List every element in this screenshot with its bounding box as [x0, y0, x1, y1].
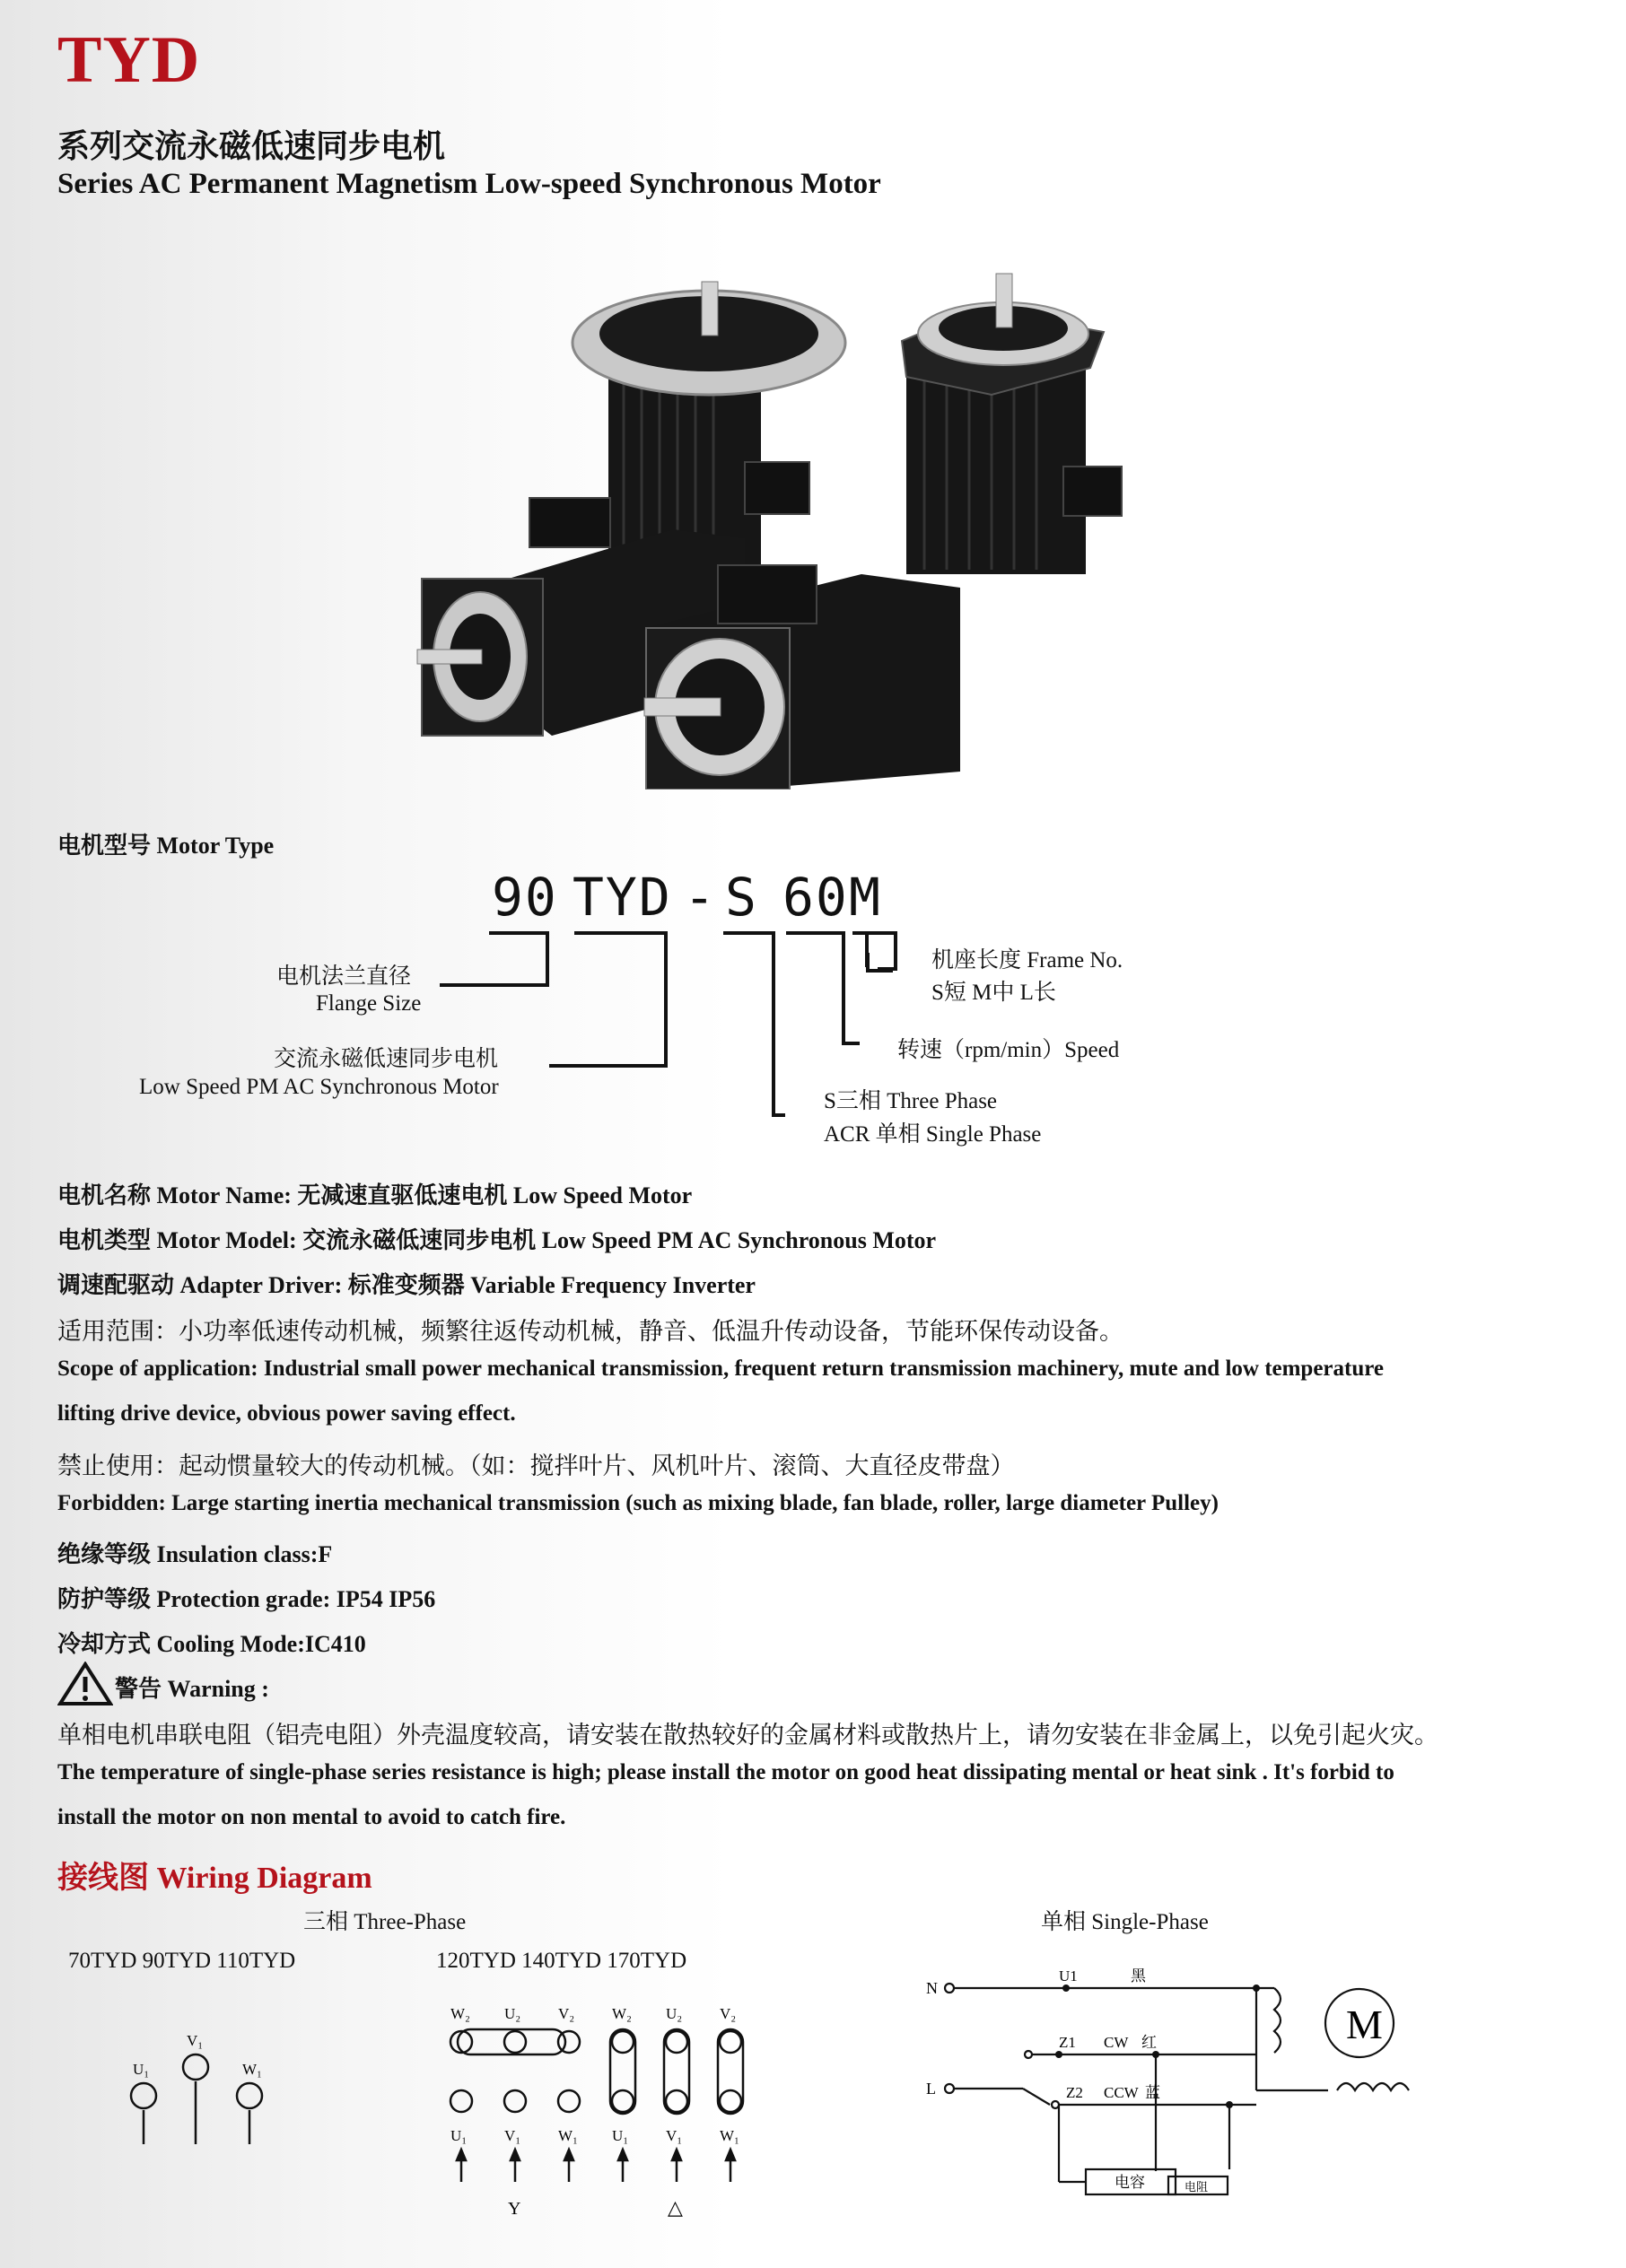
model-code-part-frame: M	[849, 867, 882, 928]
wiring-three-phase-large	[431, 1992, 772, 2225]
model-code-dash: -	[684, 867, 717, 928]
delta-bottom-u1: U₁	[612, 2127, 629, 2144]
spec-scope-cn: 适用范围：小功率低速传动机械，频繁往返传动机械，静音、低温升传动设备，节能环保传动设备。	[57, 1318, 1123, 1345]
single-phase-z1-label: Z1	[1059, 2034, 1076, 2051]
terminal-v1-label: V₁	[187, 2032, 204, 2049]
label-phase-three: S三相 Three Phase	[824, 1089, 998, 1113]
delta-top-w2: W₂	[612, 2005, 632, 2022]
label-phase-single: ACR 单相 Single Phase	[824, 1122, 1042, 1147]
warning-text-en-1: The temperature of single-phase series resistance is high; please install the motor on good heat dissipating mental or heat sink . It's forbid to	[57, 1760, 1394, 1784]
motor-type-heading: 电机型号 Motor Type	[57, 833, 275, 859]
single-phase-red-label: 红	[1141, 2034, 1157, 2051]
star-top-w2: W₂	[450, 2005, 470, 2022]
wiring-single-phase	[915, 1956, 1418, 2207]
motor-square-back-right	[902, 274, 1122, 574]
label-type-en: Low Speed PM AC Synchronous Motor	[139, 1075, 499, 1099]
single-phase-black-label: 黑	[1131, 1967, 1146, 1984]
terminal-u1-label: U₁	[133, 2061, 150, 2078]
spec-adapter-driver: 调速配驱动 Adapter Driver: 标准变频器 Variable Frequency Inverter	[57, 1272, 756, 1298]
label-frame-1: 机座长度 Frame No.	[931, 948, 1123, 973]
warning-text-en-2: install the motor on non mental to avoid to catch fire.	[57, 1805, 566, 1829]
delta-top-v2: V₂	[720, 2005, 737, 2022]
delta-bottom-w1: W₁	[720, 2127, 739, 2144]
star-bottom-v1: V₁	[504, 2127, 521, 2144]
three-phase-group-large: 120TYD 140TYD 170TYD	[436, 1949, 687, 1973]
title-chinese: 系列交流永磁低速同步电机	[57, 128, 446, 164]
resistor-label: 电阻	[1185, 2180, 1209, 2194]
delta-connection-label: △	[668, 2196, 683, 2219]
model-code-part-series: TYD	[573, 867, 672, 928]
label-flange-cn: 电机法兰直径	[276, 964, 412, 989]
single-phase-n-label: N	[926, 1979, 938, 1997]
single-phase-l-label: L	[926, 2080, 936, 2098]
spec-scope-en-2: lifting drive device, obvious power saving effect.	[57, 1401, 516, 1426]
three-phase-group-small: 70TYD 90TYD 110TYD	[68, 1949, 296, 1973]
single-phase-u1-label: U1	[1059, 1967, 1078, 1984]
title-english: Series AC Permanent Magnetism Low-speed Synchronous Motor	[57, 168, 881, 200]
star-top-u2: U₂	[504, 2005, 521, 2022]
terminal-w1-label: W₁	[242, 2061, 262, 2078]
spec-protection: 防护等级 Protection grade: IP54 IP56	[57, 1586, 436, 1612]
label-frame-2: S短 M中 L长	[931, 981, 1056, 1005]
spec-cooling: 冷却方式 Cooling Mode:IC410	[57, 1631, 366, 1657]
star-bottom-w1: W₁	[558, 2127, 578, 2144]
wiring-diagram-heading: 接线图 Wiring Diagram	[57, 1862, 372, 1895]
single-phase-blue-label: 蓝	[1145, 2084, 1160, 2101]
warning-title: 警告 Warning :	[115, 1676, 269, 1702]
spec-motor-model: 电机类型 Motor Model: 交流永磁低速同步电机 Low Speed PM AC Synchronous Motor	[57, 1227, 937, 1253]
star-top-v2: V₂	[558, 2005, 575, 2022]
label-type-cn: 交流永磁低速同步电机	[274, 1047, 499, 1071]
spec-scope-en-1: Scope of application: Industrial small power mechanical transmission, frequent return transmission machinery, mute and low temperature	[57, 1356, 1385, 1381]
model-code-part-flange: 90	[492, 867, 558, 928]
star-bottom-u1: U₁	[450, 2127, 468, 2144]
star-connection-label: Y	[508, 2199, 521, 2219]
wiring-three-phase-small	[117, 2010, 287, 2153]
warning-triangle-icon	[57, 1662, 113, 1706]
motor-round-back-left	[573, 282, 845, 574]
model-code-part-speed: 60	[782, 867, 849, 928]
single-phase-ccw-label: CCW	[1104, 2084, 1139, 2101]
single-phase-title: 单相 Single-Phase	[1041, 1910, 1209, 1934]
model-code-part-phase: S	[725, 867, 758, 928]
spec-forbidden-en: Forbidden: Large starting inertia mechanical transmission (such as mixing blade, fan blade, roller, large diameter Pulley)	[57, 1491, 1219, 1515]
delta-top-u2: U₂	[666, 2005, 683, 2022]
brand-title: TYD	[57, 23, 201, 97]
three-phase-title: 三相 Three-Phase	[303, 1910, 467, 1934]
capacitor-label: 电容	[1115, 2174, 1145, 2191]
motor-symbol-label: M	[1346, 2002, 1383, 2047]
spec-insulation: 绝缘等级 Insulation class:F	[57, 1541, 333, 1567]
motor-product-image	[404, 269, 1193, 789]
single-phase-z2-label: Z2	[1066, 2084, 1083, 2101]
single-phase-cw-label: CW	[1104, 2034, 1129, 2051]
label-flange-en: Flange Size	[316, 991, 422, 1016]
warning-text-cn: 单相电机串联电阻（铝壳电阻）外壳温度较高，请安装在散热较好的金属材料或散热片上，请勿安装在非金属上，以免引起火灾。	[57, 1722, 1438, 1749]
label-speed: 转速（rpm/min）Speed	[897, 1038, 1120, 1062]
spec-forbidden-cn: 禁止使用：起动惯量较大的传动机械。（如：搅拌叶片、风机叶片、滚筒、大直径皮带盘）	[57, 1452, 1015, 1479]
delta-bottom-v1: V₁	[666, 2127, 683, 2144]
spec-motor-name: 电机名称 Motor Name: 无减速直驱低速电机 Low Speed Motor	[57, 1182, 693, 1208]
